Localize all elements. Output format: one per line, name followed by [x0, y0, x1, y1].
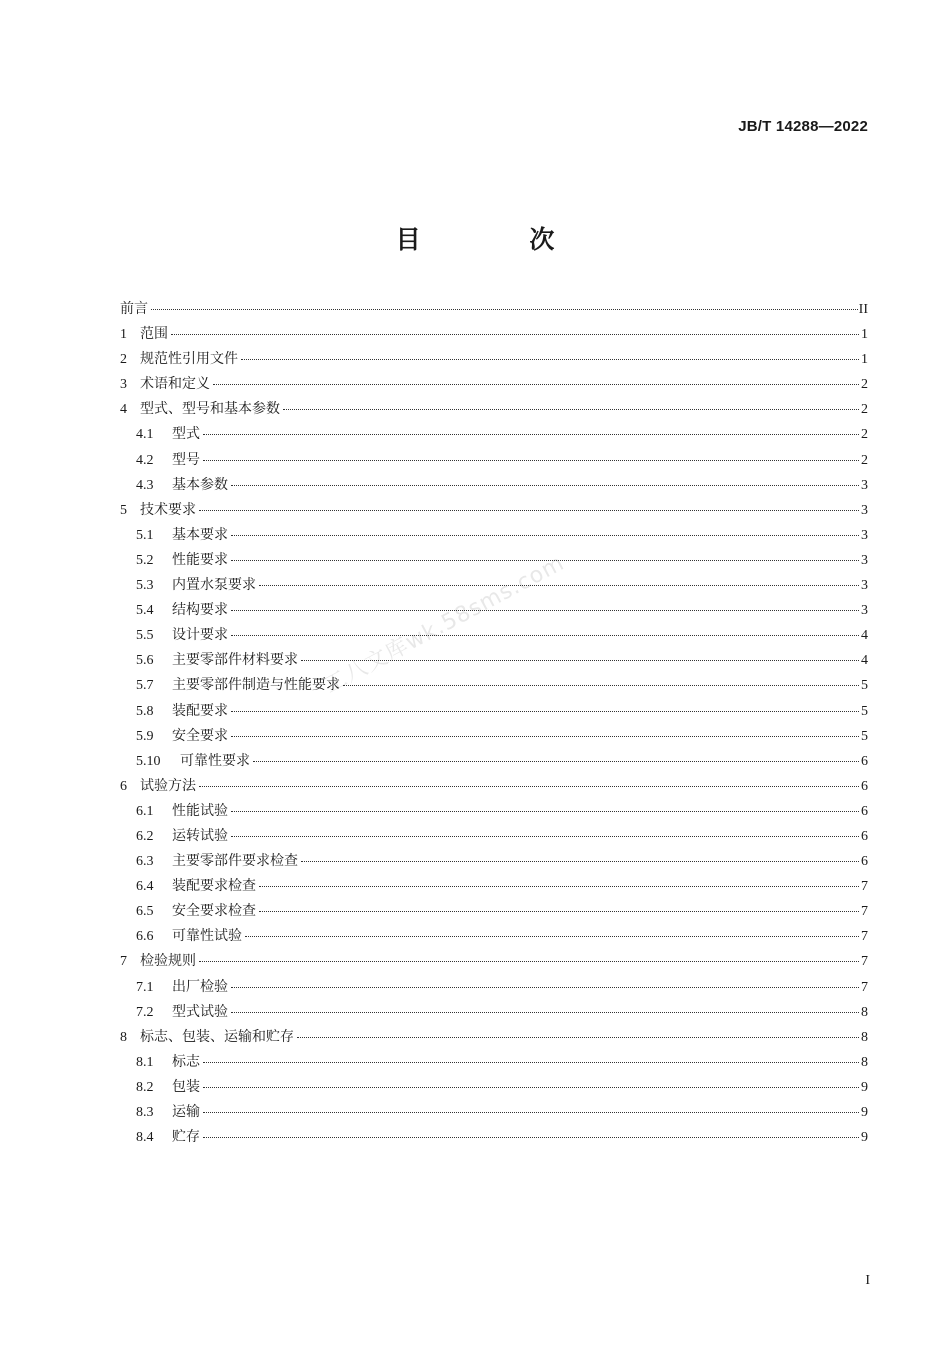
toc-entry-number: 4: [120, 402, 127, 418]
toc-entry[interactable]: [120, 474, 868, 499]
toc-dot-leader: [231, 610, 859, 611]
toc-entry-number: 8: [120, 1029, 127, 1045]
toc-entry-label: 性能要求: [172, 551, 228, 568]
toc-entry-number: 8.1: [136, 1054, 154, 1070]
toc-dot-leader: [301, 861, 859, 862]
toc-entry[interactable]: [120, 524, 868, 549]
toc-entry-label: 型号: [172, 451, 200, 468]
toc-entry[interactable]: [120, 649, 868, 674]
toc-entry[interactable]: [120, 1051, 868, 1076]
toc-entry-page: 3: [861, 477, 868, 493]
toc-entry-number: 5.6: [136, 653, 154, 669]
toc-entry-label: 性能试验: [172, 802, 228, 819]
toc-entry-label: 内置水泵要求: [172, 577, 256, 594]
toc-entry[interactable]: [120, 800, 868, 825]
toc-dot-leader: [245, 936, 859, 937]
toc-entry-page: 9: [861, 1105, 868, 1120]
toc-entry-page: 2: [861, 402, 868, 418]
toc-entry[interactable]: [120, 373, 868, 398]
toc-entry-label: 可靠性试验: [172, 928, 242, 945]
toc-title: 目 次: [395, 225, 605, 254]
toc-entry[interactable]: [120, 875, 868, 900]
toc-dot-leader: [203, 1112, 859, 1113]
toc-entry-page: II: [858, 302, 868, 317]
toc-entry-label: 主要零部件材料要求: [172, 652, 298, 669]
toc-entry-number: 2: [120, 352, 127, 368]
toc-dot-leader: [297, 1037, 859, 1038]
toc-entry-page: 3: [861, 552, 868, 568]
toc-entry-number: 4.3: [136, 477, 154, 493]
toc-entry-number: 7: [120, 954, 127, 970]
toc-dot-leader: [241, 359, 859, 360]
toc-entry[interactable]: [120, 775, 868, 800]
toc-entry-number: 8.4: [136, 1130, 154, 1146]
toc-entry-number: 8.3: [136, 1105, 154, 1120]
toc-entry-page: 8: [861, 1004, 868, 1020]
toc-entry-label: 基本参数: [172, 476, 228, 493]
toc-entry-number: 5.2: [136, 552, 154, 568]
toc-entry-number: 8.2: [136, 1079, 154, 1095]
toc-entry-page: 1: [861, 352, 868, 368]
toc-entry-number: 5.7: [136, 678, 154, 694]
toc-entry-page: 4: [861, 653, 868, 669]
toc-entry[interactable]: [120, 323, 868, 348]
toc-dot-leader: [343, 685, 859, 686]
toc-dot-leader: [203, 1087, 859, 1088]
toc-entry-label: 运输: [172, 1104, 200, 1120]
toc-entry-label: 规范性引用文件: [140, 351, 238, 368]
toc-entry-number: 5.10: [136, 753, 161, 769]
toc-entry-label: 结构要求: [172, 602, 228, 619]
toc-dot-leader: [213, 384, 859, 385]
toc-entry-page: 3: [861, 603, 868, 619]
toc-entry-label: 可靠性要求: [180, 752, 250, 769]
toc-entry-label: 标志、包装、运输和贮存: [140, 1028, 294, 1045]
toc-dot-leader: [231, 711, 859, 712]
toc-dot-leader: [199, 510, 859, 511]
table-of-contents: [120, 298, 868, 1151]
toc-entry-number: 4.1: [136, 427, 154, 443]
toc-dot-leader: [231, 1012, 859, 1013]
toc-entry-number: 5.3: [136, 578, 154, 594]
toc-dot-leader: [231, 635, 859, 636]
toc-entry[interactable]: [120, 725, 868, 750]
toc-dot-leader: [259, 886, 859, 887]
toc-entry-number: 5.9: [136, 728, 154, 744]
toc-entry-label: 运转试验: [172, 827, 228, 844]
toc-entry-label: 安全要求: [172, 727, 228, 744]
toc-entry-number: 6.3: [136, 854, 154, 870]
toc-dot-leader: [231, 560, 859, 561]
toc-entry-number: 6: [120, 778, 127, 794]
toc-entry-number: 6.5: [136, 904, 154, 920]
toc-entry-page: 7: [861, 879, 868, 895]
toc-entry-number: 5: [120, 502, 127, 518]
toc-entry-label: 范围: [140, 326, 168, 343]
toc-entry-number: 7.2: [136, 1004, 154, 1020]
toc-entry[interactable]: [120, 499, 868, 524]
toc-entry-number: 5.4: [136, 603, 154, 619]
toc-entry[interactable]: [120, 398, 868, 423]
toc-entry-number: 1: [120, 327, 127, 343]
toc-dot-leader: [151, 309, 858, 310]
toc-dot-leader: [203, 434, 859, 435]
toc-entry-number: 6.6: [136, 929, 154, 945]
toc-entry[interactable]: [120, 574, 868, 599]
toc-entry-label: 贮存: [172, 1129, 200, 1146]
toc-entry-page: 7: [861, 979, 868, 995]
toc-entry-page: 2: [861, 427, 868, 443]
toc-entry-page: 2: [861, 452, 868, 468]
toc-entry[interactable]: [120, 850, 868, 875]
toc-dot-leader: [259, 911, 859, 912]
toc-dot-leader: [259, 585, 859, 586]
toc-entry-number: 6.4: [136, 879, 154, 895]
toc-entry-number: 3: [120, 377, 127, 393]
toc-dot-leader: [199, 961, 859, 962]
toc-entry-page: 8: [861, 1054, 868, 1070]
toc-entry-page: 5: [861, 703, 868, 719]
toc-entry-label: 试验方法: [140, 777, 196, 794]
toc-dot-leader: [203, 1137, 859, 1138]
toc-dot-leader: [283, 409, 859, 410]
toc-entry-page: 7: [861, 904, 868, 920]
toc-dot-leader: [301, 660, 859, 661]
toc-dot-leader: [231, 811, 859, 812]
toc-dot-leader: [231, 836, 859, 837]
toc-entry-number: 5.5: [136, 628, 154, 644]
toc-entry[interactable]: [120, 750, 868, 775]
toc-entry[interactable]: [120, 348, 868, 373]
toc-entry[interactable]: [120, 599, 868, 624]
toc-entry[interactable]: [120, 624, 868, 649]
toc-entry-label: 主要零部件要求检查: [172, 853, 298, 870]
toc-entry-page: 6: [861, 854, 868, 870]
toc-entry[interactable]: [120, 1001, 868, 1026]
toc-entry-page: 7: [861, 929, 868, 945]
toc-entry-label: 主要零部件制造与性能要求: [172, 677, 340, 694]
toc-entry[interactable]: [120, 549, 868, 574]
toc-entry-page: 6: [861, 778, 868, 794]
toc-dot-leader: [203, 460, 859, 461]
toc-entry[interactable]: [120, 1076, 868, 1101]
toc-entry[interactable]: [120, 1101, 868, 1126]
toc-entry-label: 型式试验: [172, 1003, 228, 1020]
toc-entry[interactable]: [120, 1026, 868, 1051]
toc-dot-leader: [199, 786, 859, 787]
toc-entry-label: 设计要求: [172, 627, 228, 644]
toc-entry-number: 6.1: [136, 803, 154, 819]
toc-entry-page: 5: [861, 678, 868, 694]
toc-dot-leader: [203, 1062, 859, 1063]
toc-entry-number: 6.2: [136, 828, 154, 844]
toc-entry-page: 6: [861, 803, 868, 819]
toc-dot-leader: [231, 736, 859, 737]
toc-entry-page: 8: [861, 1029, 868, 1045]
toc-entry-label: 装配要求: [172, 702, 228, 719]
toc-entry-page: 3: [861, 502, 868, 518]
toc-entry[interactable]: [120, 976, 868, 1001]
toc-entry[interactable]: [120, 925, 868, 950]
toc-entry[interactable]: [120, 825, 868, 850]
toc-entry-label: 标志: [172, 1053, 200, 1070]
toc-entry-label: 基本要求: [172, 526, 228, 543]
toc-entry[interactable]: [120, 674, 868, 699]
toc-entry-label: 安全要求检查: [172, 903, 256, 920]
page-number: I: [865, 1273, 870, 1288]
toc-entry-number: 5.1: [136, 527, 154, 543]
document-code: JB/T 14288—2022: [738, 118, 868, 135]
toc-entry-label: 装配要求检查: [172, 878, 256, 895]
toc-entry-label: 型式: [172, 426, 200, 443]
watermark: 工八文库wk.58sms.com: [320, 550, 569, 699]
toc-entry-page: 6: [861, 753, 868, 769]
toc-dot-leader: [231, 485, 859, 486]
toc-entry-label: 检验规则: [140, 953, 196, 970]
toc-dot-leader: [253, 761, 859, 762]
toc-dot-leader: [231, 987, 859, 988]
toc-entry-page: 5: [861, 728, 868, 744]
toc-entry-page: 4: [861, 628, 868, 644]
toc-entry[interactable]: [120, 423, 868, 448]
toc-entry[interactable]: [120, 1126, 868, 1151]
toc-entry-page: 1: [861, 327, 868, 343]
toc-entry-page: 3: [861, 578, 868, 594]
toc-entry-label: 包装: [172, 1078, 200, 1095]
toc-entry-label: 型式、型号和基本参数: [140, 401, 280, 418]
toc-entry-number: 5.8: [136, 703, 154, 719]
toc-entry-label: 前言: [120, 301, 148, 317]
toc-entry[interactable]: [120, 700, 868, 725]
toc-dot-leader: [231, 535, 859, 536]
toc-entry-page: 6: [861, 828, 868, 844]
toc-entry-number: 4.2: [136, 452, 154, 468]
toc-entry-page: 9: [861, 1130, 868, 1146]
toc-entry[interactable]: [120, 298, 868, 323]
toc-entry-page: 2: [861, 377, 868, 393]
toc-dot-leader: [171, 334, 859, 335]
toc-entry-page: 3: [861, 527, 868, 543]
toc-entry[interactable]: [120, 900, 868, 925]
toc-entry-page: 7: [861, 954, 868, 970]
toc-entry-label: 术语和定义: [140, 376, 210, 393]
toc-entry-label: 出厂检验: [172, 978, 228, 995]
toc-entry-page: 9: [861, 1079, 868, 1095]
toc-entry-label: 技术要求: [140, 501, 196, 518]
toc-entry[interactable]: [120, 950, 868, 975]
toc-entry-number: 7.1: [136, 979, 154, 995]
toc-entry[interactable]: [120, 449, 868, 474]
